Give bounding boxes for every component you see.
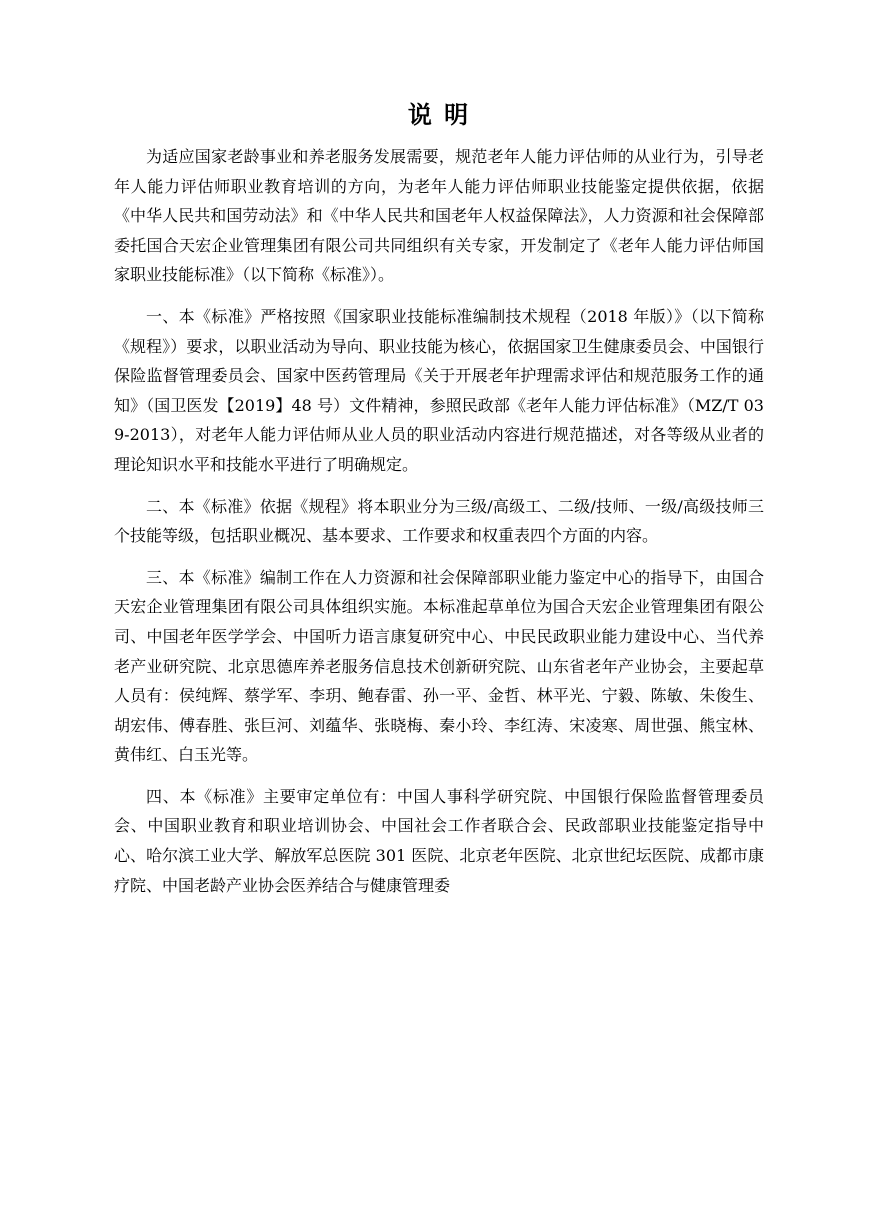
document-title: 说 明 [407, 101, 471, 129]
paragraph-item-2: 二、本《标准》依据《规程》将本职业分为三级/高级工、二级/技师、一级/高级技师三个技能等级，包括职业概况、基本要求、工作要求和权重表四个方面的内容。 [114, 496, 764, 546]
paragraph-item-4: 四、本《标准》主要审定单位有：中国人事科学研究院、中国银行保险监督管理委员会、中国职业教育和职业培训协会、中国社会工作者联合会、民政部职业技能鉴定指导中心、哈尔滨工业大学、解放军总医院 301 医院、北京老年医院、北京世纪坛医院、成都市康疗院、中国老龄产业协会医养结合与健康管理委 [114, 786, 764, 895]
paragraph-intro: 为适应国家老龄事业和养老服务发展需要，规范老年人能力评估师的从业行为，引导老年人能力评估师职业教育培训的方向，为老年人能力评估师职业技能鉴定提供依据，依据《中华人民共和国劳动法》和《中华人民共和国老年人权益保障法》，人力资源和社会保障部委托国合天宏企业管理集团有限公司共同组织有关专家，开发制定了《老年人能力评估师国家职业技能标准》（以下简称《标准》）。 [114, 147, 764, 285]
document-page [114, 98, 764, 900]
paragraph-item-1: 一、本《标准》严格按照《国家职业技能标准编制技术规程（2018 年版）》（以下简称《规程》）要求，以职业活动为导向、职业技能为核心，依据国家卫生健康委员会、中国银行保险监督管理委员会、国家中医药管理局《关于开展老年护理需求评估和规范服务工作的通知》（国卫医发【2019】48 号）文件精神，参照民政部《老年人能力评估标准》（MZ/T 039-2013），对老年人能力评估师从业人员的职业活动内容进行规范描述，对各等级从业者的理论知识水平和技能水平进行了明确规定。 [114, 306, 764, 474]
paragraph-item-3: 三、本《标准》编制工作在人力资源和社会保障部职业能力鉴定中心的指导下，由国合天宏企业管理集团有限公司具体组织实施。本标准起草单位为国合天宏企业管理集团有限公司、中国老年医学学会、中国听力语言康复研究中心、中民民政职业能力建设中心、当代养老产业研究院、北京思德库养老服务信息技术创新研究院、山东省老年产业协会，主要起草人员有：侯纯辉、蔡学军、李玥、鲍春雷、孙一平、金哲、林平光、宁毅、陈敏、朱俊生、胡宏伟、傅春胜、张巨河、刘蕴华、张晓梅、秦小玲、李红涛、宋凌寒、周世强、熊宝林、黄伟红、白玉光等。 [114, 567, 764, 765]
